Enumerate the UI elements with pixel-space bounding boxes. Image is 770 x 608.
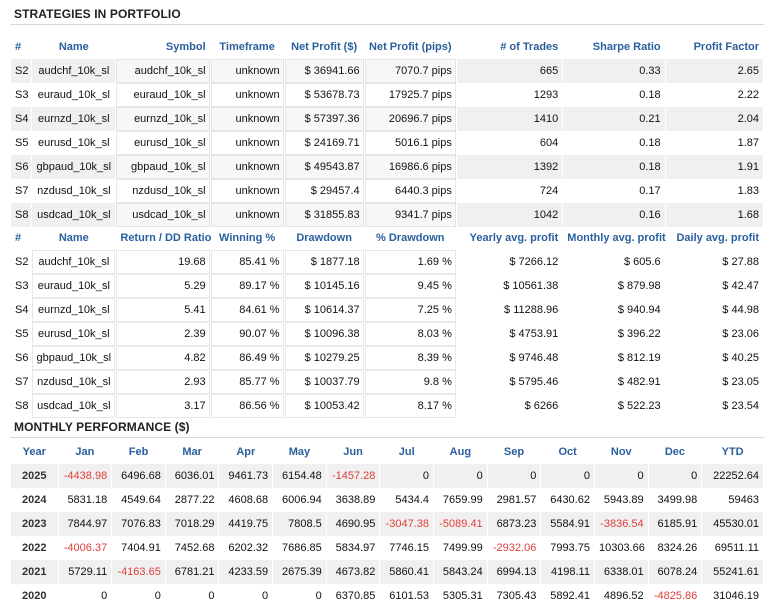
table-cell: 2.65 [666,59,763,83]
table-cell: S8 [11,203,31,227]
year-cell: 2023 [11,512,58,536]
month-value: 6078.24 [649,560,702,584]
table-cell: 8.39 % [365,346,456,370]
table-cell: $ 10561.38 [503,280,559,292]
table-cell: $ 29457.4 [285,179,364,203]
column-header: Drawdown [296,232,352,244]
column-header: Apr [236,446,256,458]
month-value: 0 [434,464,487,488]
table-cell: S7 [15,185,29,197]
table-cell: eurusd_10k_sl [116,131,209,155]
table-cell: 7070.7 pips [365,59,456,83]
month-value: 0 [208,590,215,602]
table-cell: 2.39 [116,322,209,346]
monthly-title: MONTHLY PERFORMANCE ($) [14,420,190,434]
table-cell: eurnzd_10k_sl [116,107,209,131]
month-value: 5305.31 [442,590,483,602]
strategies-stats-table [10,226,764,418]
column-header: Dec [664,446,686,458]
table-cell: $ 1877.18 [285,250,364,274]
column-header: Net Profit ($) [291,41,358,53]
month-value: 4673.82 [327,560,380,584]
column-header: # of Trades [500,41,559,53]
table-cell: 0.33 [563,59,664,83]
table-row [11,203,763,227]
table-cell: 17925.7 pips [365,83,456,107]
month-value: 4608.68 [228,494,269,506]
month-value: 7659.99 [442,494,483,506]
column-header: Jan [75,446,95,458]
column-header: Monthly avg. profit [567,232,666,244]
table-cell: $ 6266 [524,400,559,412]
month-value: -4006.37 [63,542,108,554]
column-header: May [288,446,311,458]
table-cell: 0.18 [639,89,661,101]
column-header: Net Profit (pips) [369,41,452,53]
month-value: 6496.68 [112,464,165,488]
column-header: # [15,232,22,244]
month-value: 0 [262,590,269,602]
month-value: 6430.62 [550,494,590,506]
table-cell: 1.68 [666,203,763,227]
table-cell: 1392 [457,155,562,179]
month-value: 7305.43 [496,590,537,602]
table-cell: 2.93 [116,370,209,394]
month-value: 6781.21 [166,560,219,584]
table-cell: $ 5795.46 [509,376,559,388]
table-cell: 1.83 [737,185,759,197]
table-cell: $ 482.91 [617,376,661,388]
table-row [11,250,763,274]
table-cell: unknown [211,131,284,155]
month-value: 0 [541,464,594,488]
table-cell: nzdusd_10k_sl [32,370,115,394]
month-value: 45530.01 [702,512,763,536]
month-value: 5831.18 [67,494,108,506]
month-value: 3499.98 [657,494,698,506]
table-cell: gbpaud_10k_sl [32,155,115,179]
table-cell: $ 23.54 [722,400,759,412]
table-cell: 0.18 [563,155,664,179]
table-cell: unknown [211,203,284,227]
column-header: Sharpe Ratio [592,41,661,53]
table-cell: $ 605.6 [623,256,661,268]
month-value: -4163.65 [112,560,165,584]
table-cell: S6 [11,155,31,179]
table-row [11,131,763,155]
table-cell: 2.22 [737,89,759,101]
table-cell: $ 396.22 [617,328,661,340]
table-row [11,155,763,179]
month-value: -1457.28 [327,464,380,488]
table-cell: $ 27.88 [722,256,759,268]
month-value: 6873.23 [488,512,541,536]
month-value: 7404.91 [121,542,161,554]
column-header: Symbol [165,41,206,53]
table-cell: 5016.1 pips [365,131,456,155]
table-row [11,59,763,83]
table-cell: 0.16 [563,203,664,227]
table-cell: eurusd_10k_sl [32,322,115,346]
divider [10,24,764,25]
month-value: 59463 [728,494,759,506]
table-row [11,83,763,107]
month-value: 6036.01 [166,464,219,488]
month-value: 5584.91 [541,512,594,536]
table-cell: $ 24169.71 [285,131,364,155]
month-value: 6185.91 [649,512,702,536]
table-cell: S2 [11,59,31,83]
month-value: 7076.83 [112,512,165,536]
month-value: 5834.97 [335,542,376,554]
month-value: 4549.64 [121,494,161,506]
month-value: 6370.85 [335,590,376,602]
table-cell: $ 4753.91 [509,328,559,340]
table-cell: euraud_10k_sl [32,274,115,298]
table-cell: audchf_10k_sl [32,59,115,83]
table-cell: $ 11288.96 [504,304,559,316]
table-cell: 7.25 % [365,298,456,322]
table-cell: 6440.3 pips [365,179,456,203]
table-cell: $ 44.98 [722,304,759,316]
table-cell: S8 [15,400,29,412]
month-value: 5729.11 [59,560,112,584]
column-header: Name [58,41,89,53]
month-value: 6154.48 [273,464,326,488]
table-cell: 2.04 [666,107,763,131]
month-value: 5860.41 [380,560,433,584]
table-cell: S7 [15,376,29,388]
column-header: Jun [343,446,363,458]
table-cell: usdcad_10k_sl [32,203,115,227]
month-value: 7993.75 [550,542,590,554]
table-cell: eurnzd_10k_sl [32,298,115,322]
column-header: Jul [398,446,415,458]
table-cell: S4 [11,107,31,131]
table-cell: $ 10037.79 [285,370,364,394]
column-header: Sep [503,446,525,458]
table-cell: $ 10096.38 [285,322,364,346]
table-cell: $ 10279.25 [285,346,364,370]
year-cell: 2021 [11,560,58,584]
table-cell: unknown [211,179,284,203]
table-cell: 1.91 [666,155,763,179]
table-row [11,560,763,584]
table-row [11,179,763,203]
table-cell: gbpaud_10k_sl [116,155,209,179]
table-cell: $ 10614.37 [285,298,364,322]
table-cell: unknown [211,107,284,131]
table-cell: 604 [539,137,559,149]
table-row [11,107,763,131]
month-value: 7844.97 [59,512,112,536]
strategies-title: STRATEGIES IN PORTFOLIO [14,7,181,21]
month-value: 6006.94 [282,494,322,506]
table-cell: 85.41 % [211,250,284,274]
table-cell: $ 49543.87 [285,155,364,179]
table-cell: S3 [15,280,29,292]
month-value: 4198.11 [541,560,594,584]
table-cell: 4.82 [116,346,209,370]
table-cell: 8.17 % [365,394,456,418]
month-value: 7686.85 [282,542,322,554]
table-cell: unknown [211,155,284,179]
table-cell: 90.07 % [211,322,284,346]
month-value: 6338.01 [595,560,648,584]
column-header: % Drawdown [376,232,445,244]
table-cell: S5 [15,328,29,340]
table-cell: 89.17 % [211,274,284,298]
table-cell: nzdusd_10k_sl [37,185,111,197]
table-cell: eurusd_10k_sl [38,137,110,149]
month-value: 31046.19 [713,590,759,602]
table-row [11,298,763,322]
month-value: 22252.64 [702,464,763,488]
table-header-row [11,226,763,250]
table-cell: 0.18 [639,137,661,149]
table-cell: S6 [15,352,29,364]
month-value: 4233.59 [219,560,272,584]
month-value: 2877.22 [174,494,215,506]
column-header: Mar [182,446,202,458]
column-header: YTD [721,446,744,458]
month-value: 6101.53 [389,590,430,602]
month-value: 4690.95 [327,512,380,536]
table-cell: S2 [15,256,29,268]
table-cell: 1410 [457,107,562,131]
month-value: 55241.61 [702,560,763,584]
table-cell: 16986.6 pips [365,155,456,179]
month-value: 6202.32 [228,542,269,554]
table-cell: 9341.7 pips [365,203,456,227]
table-row [11,346,763,370]
column-header: Winning % [219,232,276,244]
month-value: 5434.4 [395,494,430,506]
table-cell: usdcad_10k_sl [32,394,115,418]
month-value: -3047.38 [380,512,433,536]
month-value: 7018.29 [166,512,219,536]
table-header-row [11,35,763,59]
table-cell: 724 [539,185,559,197]
table-cell: 3.17 [116,394,209,418]
table-cell: euraud_10k_sl [116,83,209,107]
table-cell: $ 23.05 [722,376,759,388]
table-cell: 1293 [533,89,559,101]
month-value: -3836.54 [595,512,648,536]
table-cell: S3 [15,89,29,101]
table-cell: $ 812.19 [617,352,661,364]
table-cell: $ 522.23 [617,400,661,412]
table-cell: 1.69 % [365,250,456,274]
table-row [11,394,763,418]
year-cell: 2020 [22,590,47,602]
column-header: Aug [449,446,472,458]
table-cell: $ 57397.36 [285,107,364,131]
month-value: -4825.86 [653,590,698,602]
year-cell: 2025 [11,464,58,488]
table-row [11,488,763,512]
table-cell: S4 [15,304,29,316]
table-cell: $ 53678.73 [285,83,364,107]
month-value: 5892.41 [550,590,590,602]
table-cell: S5 [15,137,29,149]
table-row [11,464,763,488]
table-cell: $ 31855.83 [285,203,364,227]
column-header: Timeframe [219,41,275,53]
month-value: 0 [649,464,702,488]
table-row [11,274,763,298]
table-cell: unknown [211,83,284,107]
column-header: Nov [610,446,632,458]
month-value: 0 [101,590,108,602]
month-value: 4419.75 [219,512,272,536]
month-value: 9461.73 [219,464,272,488]
month-value: 69511.11 [714,542,759,554]
month-value: 6994.13 [488,560,541,584]
table-row [11,536,763,560]
table-cell: 9.45 % [365,274,456,298]
table-cell: $ 879.98 [617,280,661,292]
table-row [11,370,763,394]
table-cell: usdcad_10k_sl [116,203,209,227]
table-cell: nzdusd_10k_sl [116,179,209,203]
table-cell: $ 10145.16 [285,274,364,298]
column-header: Oct [558,446,577,458]
month-value: 8324.26 [657,542,698,554]
table-cell: 1042 [457,203,562,227]
table-cell: 0.17 [639,185,661,197]
table-cell: $ 7266.12 [509,256,559,268]
strategies-table [10,35,764,227]
column-header: # [15,41,22,53]
month-value: -5089.41 [434,512,487,536]
table-cell: 20696.7 pips [365,107,456,131]
month-value: 0 [595,464,648,488]
column-header: Daily avg. profit [676,232,759,244]
month-value: 0 [154,590,161,602]
table-cell: $ 36941.66 [285,59,364,83]
table-cell: eurnzd_10k_sl [32,107,115,131]
month-value: 0 [315,590,322,602]
table-row [11,584,763,608]
month-value: 0 [380,464,433,488]
table-cell: 85.77 % [211,370,284,394]
table-cell: 665 [457,59,562,83]
table-cell: unknown [211,59,284,83]
year-cell: 2024 [22,494,47,506]
table-header-row [11,440,763,464]
table-row [11,322,763,346]
month-value: -4438.98 [59,464,112,488]
table-cell: $ 42.47 [722,280,759,292]
table-cell: 8.03 % [365,322,456,346]
table-cell: $ 9746.48 [509,352,559,364]
month-value: 5943.89 [603,494,644,506]
table-cell: 9.8 % [365,370,456,394]
month-value: 3638.89 [335,494,376,506]
monthly-performance-table [10,440,764,608]
month-value: 7808.5 [273,512,326,536]
month-value: 10303.66 [598,542,645,554]
month-value: 2981.57 [496,494,537,506]
column-header: Return / DD Ratio [120,232,212,244]
month-value: -2932.06 [492,542,537,554]
table-cell: 1.87 [737,137,759,149]
year-cell: 2022 [22,542,47,554]
table-cell: gbpaud_10k_sl [32,346,115,370]
month-value: 2675.39 [273,560,326,584]
month-value: 7452.68 [174,542,215,554]
month-value: 4896.52 [603,590,644,602]
table-cell: 86.56 % [211,394,284,418]
month-value: 7499.99 [442,542,483,554]
table-cell: audchf_10k_sl [116,59,209,83]
column-header: Profit Factor [693,41,759,53]
table-cell: 19.68 [116,250,209,274]
table-cell: $ 10053.42 [285,394,364,418]
table-cell: $ 40.25 [722,352,759,364]
column-header: Yearly avg. profit [469,232,559,244]
table-row [11,512,763,536]
month-value: 0 [488,464,541,488]
column-header: Name [58,232,89,244]
table-cell: $ 23.06 [722,328,759,340]
table-cell: 0.21 [563,107,664,131]
table-cell: 86.49 % [211,346,284,370]
table-cell: $ 940.94 [617,304,661,316]
table-cell: euraud_10k_sl [37,89,110,101]
table-cell: audchf_10k_sl [32,250,115,274]
column-header: Feb [128,446,149,458]
table-cell: 84.61 % [211,298,284,322]
table-cell: 5.29 [116,274,209,298]
divider [10,437,764,438]
table-cell: 5.41 [116,298,209,322]
month-value: 5843.24 [434,560,487,584]
month-value: 7746.15 [389,542,430,554]
column-header: Year [22,446,46,458]
